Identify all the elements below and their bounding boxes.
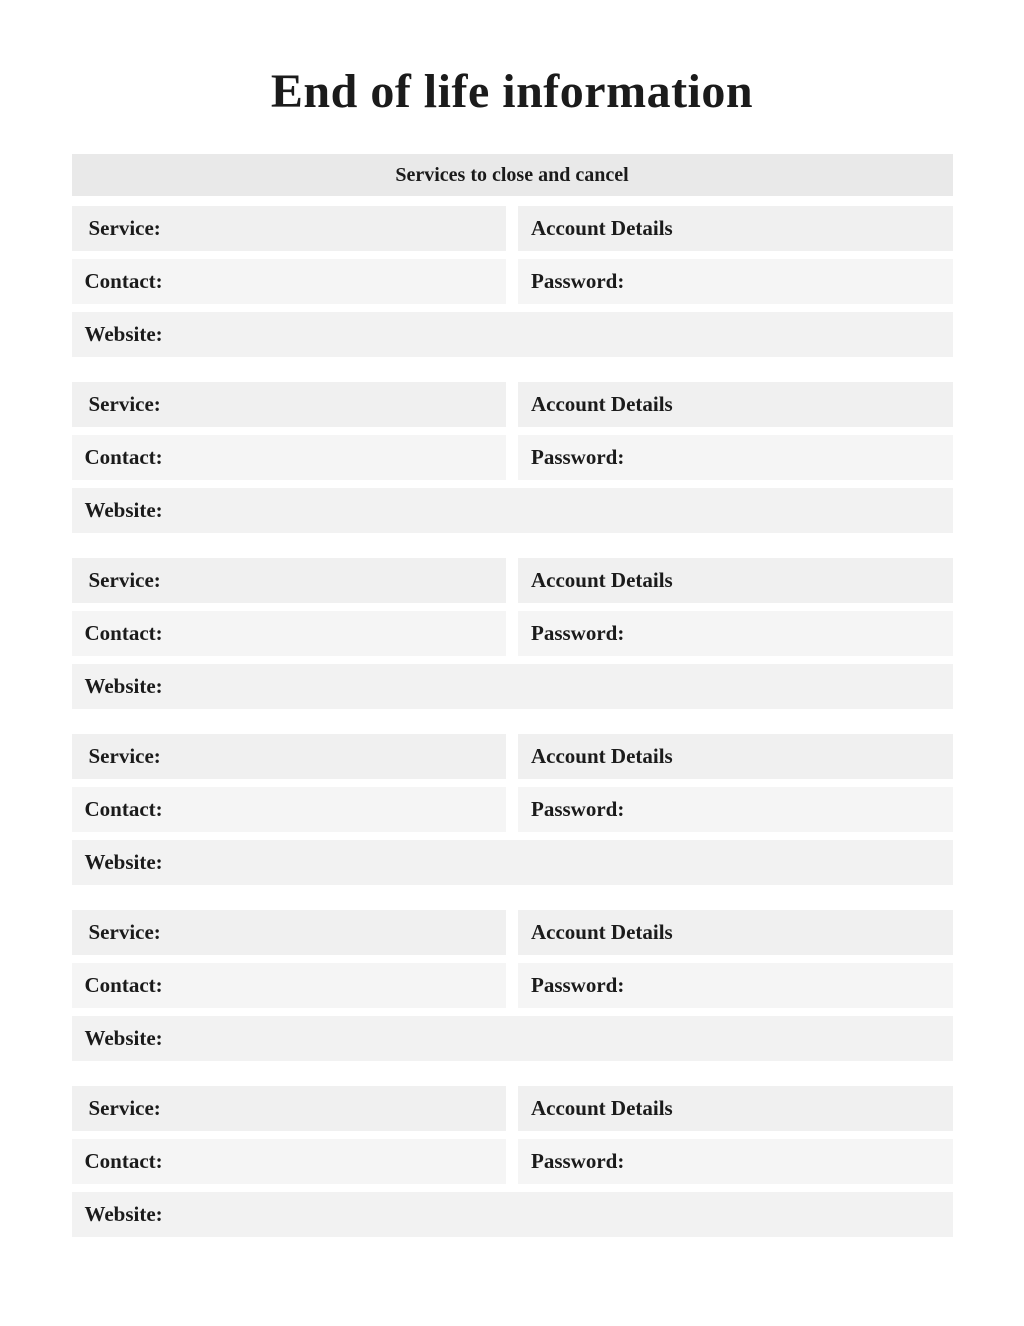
website-field[interactable] (72, 840, 953, 885)
service-label: Service: (88, 920, 161, 944)
contact-label: Contact: (84, 973, 163, 997)
password-field[interactable] (518, 963, 953, 1008)
service-block (72, 206, 953, 357)
password-label: Password: (531, 973, 625, 997)
password-label: Password: (531, 269, 625, 293)
website-label: Website: (84, 322, 163, 346)
account-details-field[interactable] (518, 1086, 953, 1131)
service-field[interactable] (72, 734, 507, 779)
contact-label: Contact: (84, 269, 163, 293)
password-field[interactable] (518, 611, 953, 656)
contact-field[interactable] (72, 435, 507, 480)
website-label: Website: (84, 1202, 163, 1226)
service-block (72, 910, 953, 1061)
account-details-field[interactable] (518, 382, 953, 427)
service-block (72, 1086, 953, 1237)
contact-field[interactable] (72, 259, 507, 304)
account-details-label: Account Details (531, 1096, 673, 1120)
password-field[interactable] (518, 787, 953, 832)
account-details-field[interactable] (518, 734, 953, 779)
contact-field[interactable] (72, 611, 507, 656)
service-field[interactable] (72, 910, 507, 955)
website-field[interactable] (72, 1192, 953, 1237)
service-label: Service: (88, 216, 161, 240)
password-field[interactable] (518, 1139, 953, 1184)
account-details-field[interactable] (518, 206, 953, 251)
service-block (72, 558, 953, 709)
password-field[interactable] (518, 259, 953, 304)
account-details-field[interactable] (518, 558, 953, 603)
service-field[interactable] (72, 558, 507, 603)
account-details-field[interactable] (518, 910, 953, 955)
service-field[interactable] (72, 1086, 507, 1131)
service-label: Service: (88, 392, 161, 416)
password-label: Password: (531, 1149, 625, 1173)
contact-field[interactable] (72, 963, 507, 1008)
service-label: Service: (88, 568, 161, 592)
website-field[interactable] (72, 664, 953, 709)
contact-label: Contact: (84, 621, 163, 645)
password-label: Password: (531, 621, 625, 645)
website-field[interactable] (72, 312, 953, 357)
service-blocks (72, 206, 953, 1237)
account-details-label: Account Details (531, 744, 673, 768)
account-details-label: Account Details (531, 392, 673, 416)
account-details-label: Account Details (531, 920, 673, 944)
section-header (72, 154, 953, 196)
account-details-label: Account Details (531, 568, 673, 592)
website-label: Website: (84, 1026, 163, 1050)
page-title: End of life information (270, 65, 754, 118)
account-details-label: Account Details (531, 216, 673, 240)
password-label: Password: (531, 797, 625, 821)
website-label: Website: (84, 850, 163, 874)
service-label: Service: (88, 744, 161, 768)
service-block (72, 734, 953, 885)
contact-field[interactable] (72, 1139, 507, 1184)
document-content (72, 0, 953, 1237)
password-label: Password: (531, 445, 625, 469)
service-label: Service: (88, 1096, 161, 1120)
service-field[interactable] (72, 382, 507, 427)
website-label: Website: (84, 674, 163, 698)
contact-label: Contact: (84, 797, 163, 821)
website-label: Website: (84, 498, 163, 522)
section-header-label: Services to close and cancel (395, 163, 629, 186)
contact-label: Contact: (84, 445, 163, 469)
password-field[interactable] (518, 435, 953, 480)
service-field[interactable] (72, 206, 507, 251)
website-field[interactable] (72, 488, 953, 533)
contact-label: Contact: (84, 1149, 163, 1173)
service-block (72, 382, 953, 533)
contact-field[interactable] (72, 787, 507, 832)
website-field[interactable] (72, 1016, 953, 1061)
